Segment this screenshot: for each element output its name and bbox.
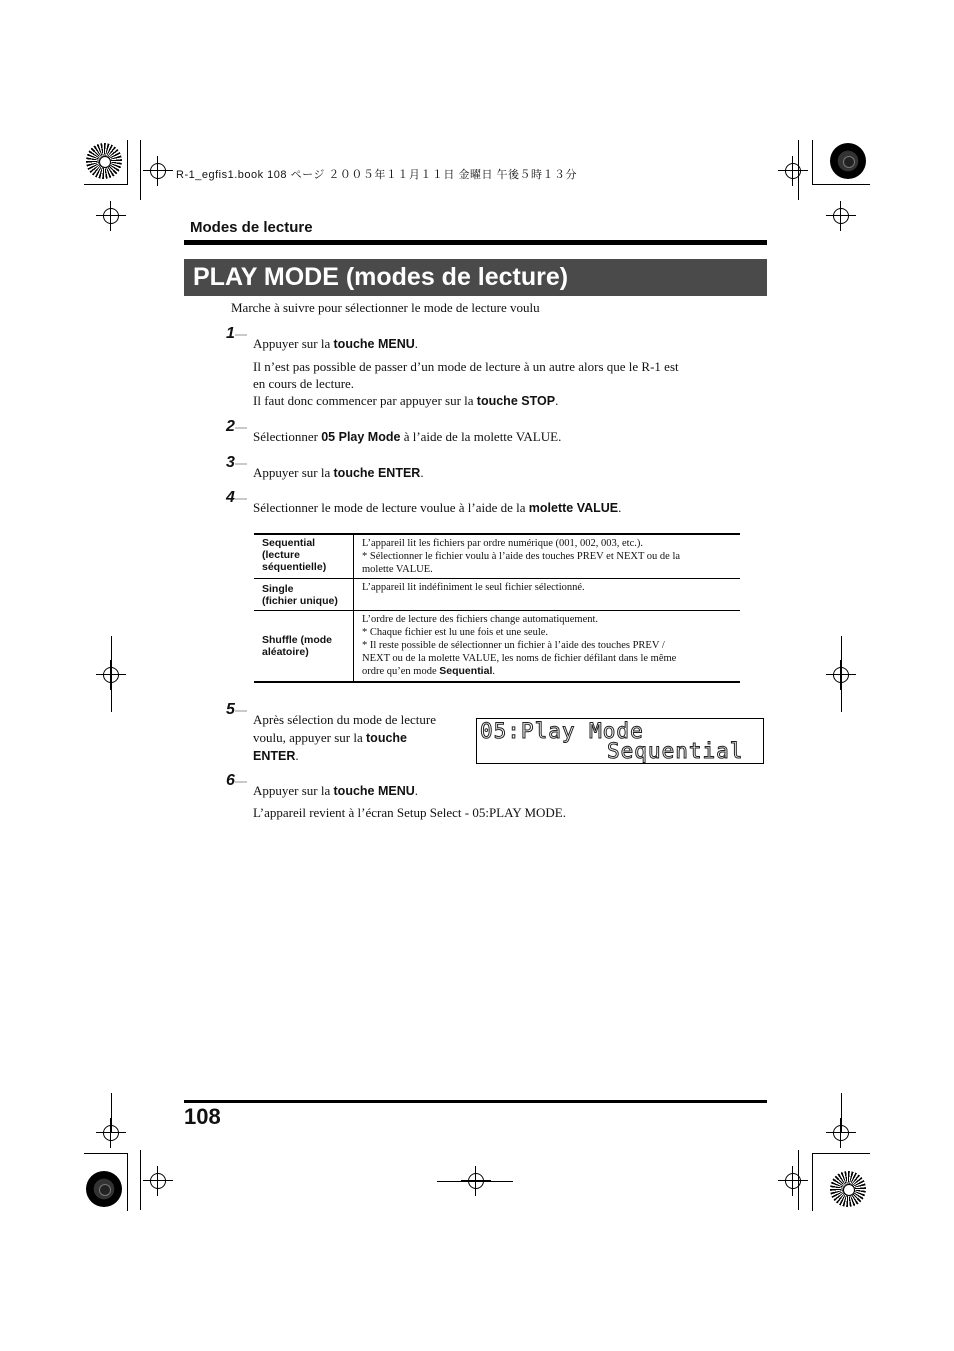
mode-name-cell: Sequential (lecture séquentielle) [254,534,354,579]
mode-name-cell: Shuffle (mode aléatoire) [254,611,354,683]
crop-line [127,1153,128,1211]
lcd-line-1: 05:Play Mode [480,719,644,743]
parameter-label: 05 Play Mode [321,430,401,444]
table-row [254,611,740,683]
step-3-instruction: Appuyer sur la touche ENTER. [253,465,424,480]
key-label: molette VALUE [528,501,619,515]
section-label: Modes de lecture [190,219,313,236]
key-label: touche [366,731,407,745]
mode-description-cell: L’appareil lit indéfiniment le seul fichier sélectionné. [354,579,741,611]
mode-description-cell: L’appareil lit les fichiers par ordre numérique (001, 002, 003, etc.). * Sélectionner le fichier voulu à l’aide des touches PREV et NEXT ou de la molette VALUE. [354,534,741,579]
step-1-instruction: Appuyer sur la touche MENU. [253,336,419,351]
key-label: touche MENU [333,784,415,798]
step-number: 3 [226,454,235,471]
lcd-line-2: Sequential [607,739,744,763]
mode-description-cell: L’ordre de lecture des fichiers change automatiquement. * Chaque fichier est lu une fois et une seule. * Il reste possible de sélectionner un fichier à l’aide des touches PREV / NEXT ou de la molette VALUE, les noms de fichier défilant dans le même ordre qu’en mode Sequential. [354,611,741,683]
crop-line [84,1153,128,1154]
step-number: 5 [226,701,235,718]
key-label: touche ENTER [333,466,421,480]
step-number: 6 [226,772,235,789]
step-number: 1 [226,325,235,342]
crop-mark-icon [830,143,866,179]
crop-line [812,184,870,185]
step-1-note: Il n’est pas possible de passer d’un mode de lecture à un autre alors que le R-1 est en cours de lecture. Il faut donc commencer par appuyer sur la touche STOP. [253,359,679,408]
section-rule [184,240,767,245]
crop-line [111,636,112,712]
lcd-display [476,718,764,764]
registration-icon [103,208,119,224]
crop-line [437,1181,513,1182]
crop-line [798,140,799,200]
page-number: 108 [184,1104,221,1129]
step-6-instruction: Appuyer sur la touche MENU. [253,783,419,798]
table-row [254,579,740,611]
registration-icon [833,208,849,224]
file-info-line: R-1_egfis1.book 108 ページ ２００５年１１月１１日 金曜日 午後５時１３分 [176,169,578,181]
crop-line [812,140,813,184]
crop-line [140,140,141,200]
table-row [254,534,740,579]
step-number: 2 [226,418,235,435]
crop-mark-icon [86,1171,122,1207]
crop-line [812,1153,813,1211]
intro-text: Marche à suivre pour sélectionner le mode de lecture voulu [231,300,540,315]
step-5-instruction: Après sélection du mode de lecture voulu, appuyer sur la touche ENTER. [253,712,437,763]
step-4-instruction: Sélectionner le mode de lecture voulue à l’aide de la molette VALUE. [253,500,622,515]
crop-line [841,1093,842,1133]
crop-line [841,636,842,712]
key-label: ENTER [253,749,296,763]
key-label: touche STOP [476,394,556,408]
step-number: 4 [226,489,235,506]
step-2-instruction: Sélectionner 05 Play Mode à l’aide de la molette VALUE. [253,429,562,444]
registration-icon [150,1173,166,1189]
mode-name-ref: Sequential [439,665,493,677]
page-title: PLAY MODE (modes de lecture) [184,259,767,296]
crop-line [84,184,128,185]
mode-name-cell: Single (fichier unique) [254,579,354,611]
key-label: touche MENU [333,337,415,351]
crop-line [140,1150,141,1210]
crop-mark-icon [830,1171,866,1207]
registration-icon [150,163,166,179]
crop-line [127,140,128,184]
step-6-note: L’appareil revient à l’écran Setup Select - 05:PLAY MODE. [253,805,566,820]
crop-line [812,1153,870,1154]
footer-rule [184,1100,767,1103]
crop-line [798,1150,799,1210]
crop-line [111,1093,112,1133]
crop-mark-icon [86,143,122,179]
play-mode-table [254,533,740,683]
